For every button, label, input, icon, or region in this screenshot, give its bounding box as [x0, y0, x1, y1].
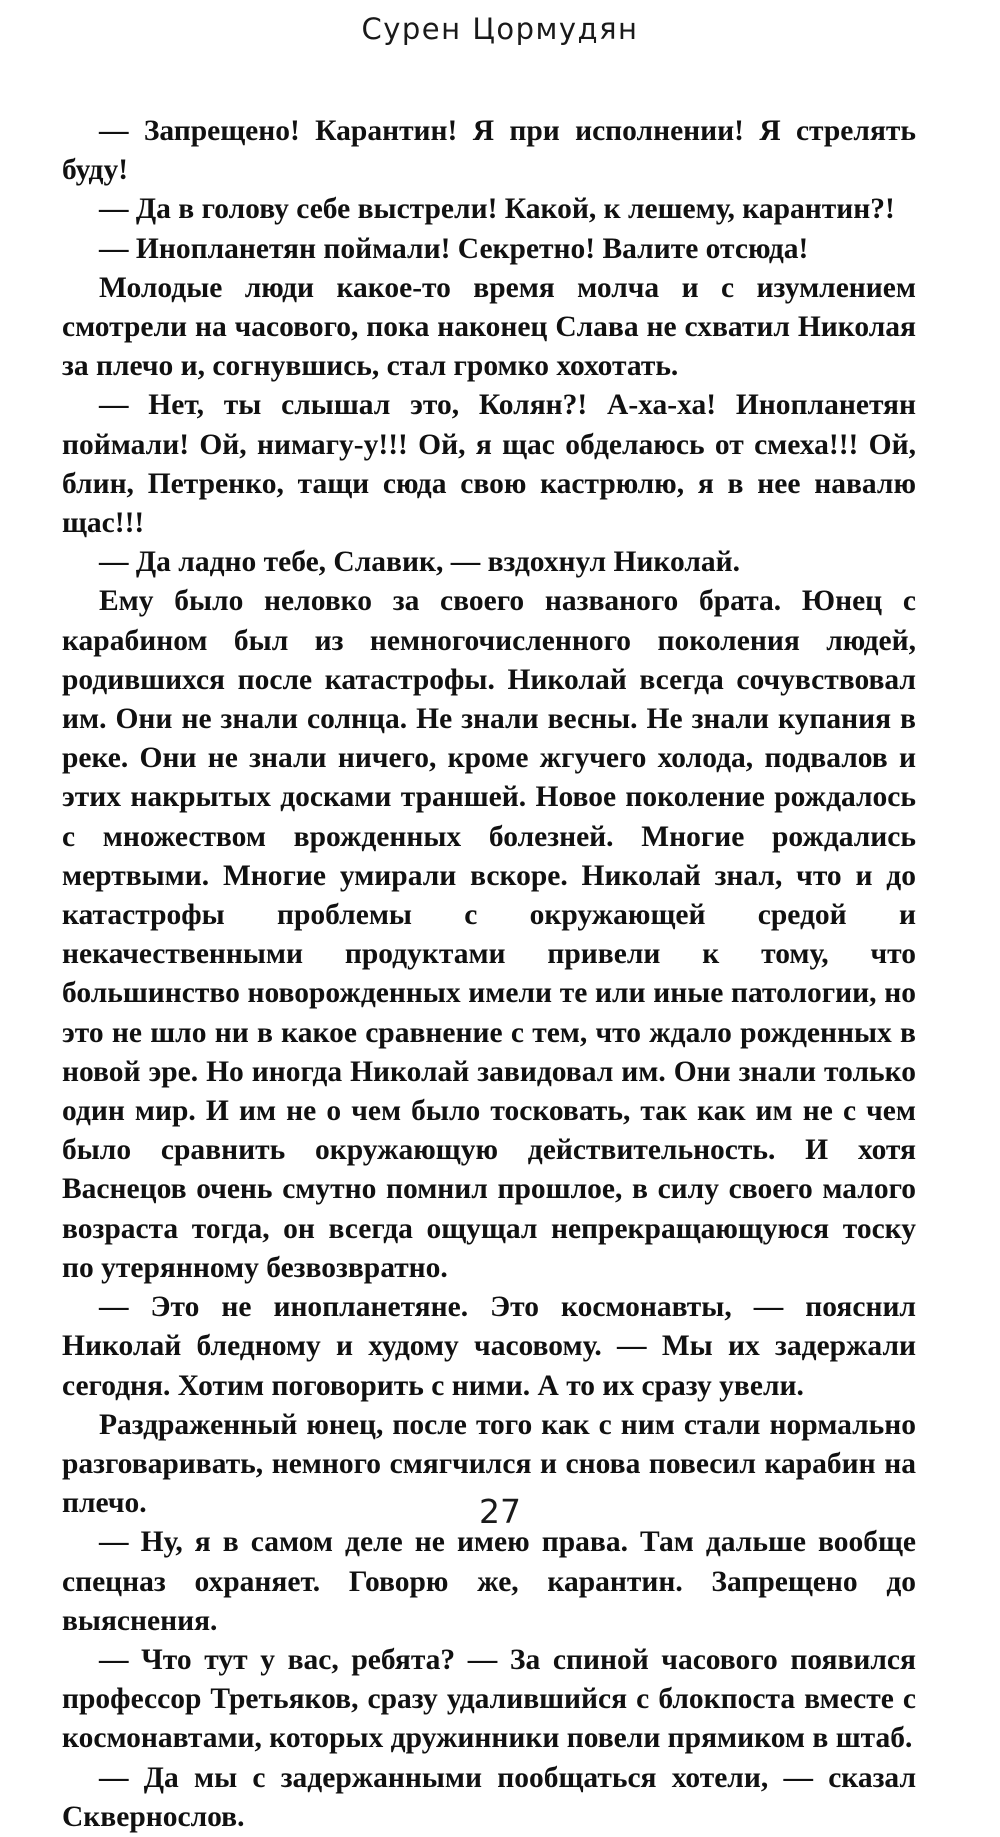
paragraph-9: Раздраженный юнец, после того как с ним стали нормально разговаривать, немного смягчился и снова повесил карабин на плечо. [62, 1408, 916, 1520]
paragraph-1: — Запрещено! Карантин! Я при исполнении! Я стрелять буду! [62, 115, 916, 187]
paragraph-5: — Нет, ты слышал это, Колян?! А-ха-ха! Инопланетян поймали! Ой, нимагу-у!!! Ой, я щас обделаюсь от смеха!!! Ой, блин, Петренко, тащи сюда свою кастрюлю, я в нее навалю щас!!! [62, 389, 916, 540]
paragraph-11: — Что тут у вас, ребята? — За спиной часового появился профессор Третьяков, сразу удалившийся с блокпоста вместе с космонавтами, которых дружинники повели прямиком в штаб. [62, 1643, 916, 1755]
page-number: 27 [479, 1492, 521, 1531]
running-header-author: Сурен Цормудян [361, 12, 639, 46]
paragraph-2: — Да в голову себе выстрели! Какой, к лешему, карантин?! [99, 193, 895, 226]
paragraph-7: Ему было неловко за своего названого брата. Юнец с карабином был из немногочисленного поколения людей, родившихся после катастрофы. Николай всегда сочувствовал им. Они не знали солнца. Не знали весны. Не знали купания в реке. Они не знали ничего, кроме жгучего холода, подвалов и этих накрытых досками траншей. Новое поколение рождалось с множеством врожденных болезней. Многие рождались мертвыми. Многие умирали вскоре. Николай знал, что и до катастрофы проблемы с окружающей средой и некачественными продуктами привели к тому, что большинство новорожденных имели те или иные патологии, но это не шло ни в какое сравнение с тем, что ждало рожденных в новой эре. Но иногда Николай завидовал им. Они знали только один мир. И им не о чем было тосковать, так как им не с чем было сравнить окружающую действительность. И хотя Васнецов очень смутно помнил прошлое, в силу своего малого возраста тогда, он всегда ощущал непрекращающуюся тоску по утерянному безвозвратно. [62, 585, 916, 1284]
paragraph-12: — Да мы с задержанными пообщаться хотели, — сказал Сквернослов. [62, 1761, 916, 1833]
paragraph-8: — Это не инопланетяне. Это космонавты, — пояснил Николай бледному и худому часовому. — Мы их задержали сегодня. Хотим поговорить с ними. А то их сразу увели. [62, 1291, 916, 1402]
paragraph-6: — Да ладно тебе, Славик, — вздохнул Николай. [99, 546, 741, 579]
paragraph-4: Молодые люди какое-то время молча и с изумлением смотрели на часового, пока наконец Слава не схватил Николая за плечо и, согнувшись, стал громко хохотать. [62, 271, 916, 383]
paragraph-3: — Инопланетян поймали! Секретно! Валите отсюда! [99, 232, 809, 265]
paragraph-10: — Ну, я в самом деле не имею права. Там дальше вообще спецназ охраняет. Говорю же, карантин. Запрещено до выяснения. [62, 1526, 916, 1637]
body-text [62, 112, 916, 1837]
